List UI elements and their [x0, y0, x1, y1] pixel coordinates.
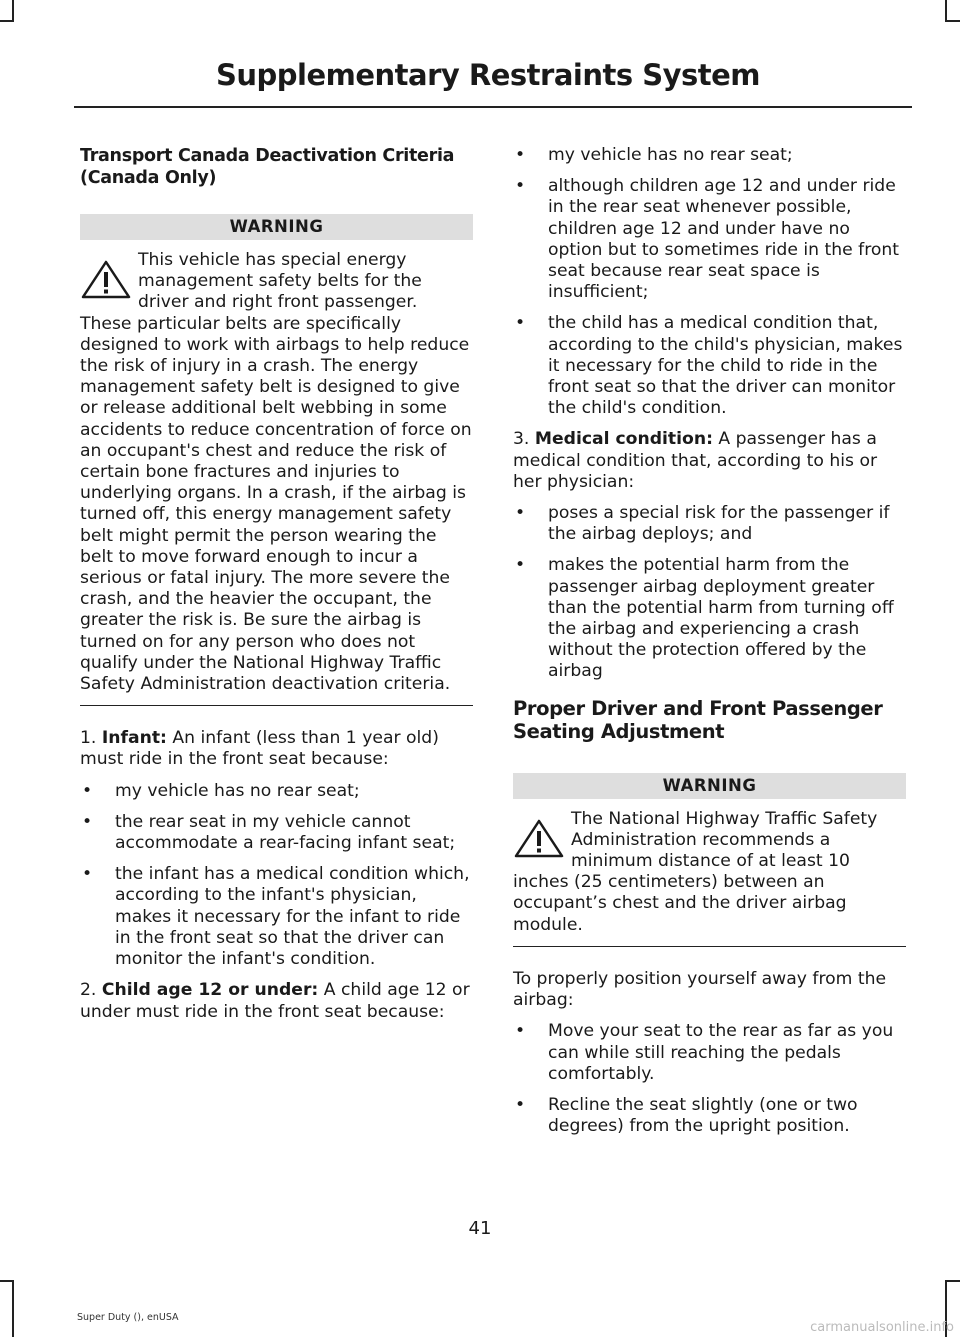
warning-box — [80, 250, 473, 706]
criteria-item-child: 2. Child age 12 or under: A child age 12 or under must ride in the front seat because: — [80, 980, 470, 1022]
child-bullet-list — [513, 145, 906, 419]
positioning-intro: To properly position yourself away from the airbag: — [513, 968, 887, 1011]
crop-mark — [945, 0, 947, 22]
medical-bullet-list — [513, 503, 906, 683]
crop-mark — [0, 1280, 14, 1282]
list-item: • poses a special risk for the passenger if the airbag deploys; and — [513, 503, 906, 545]
page-header-title: Supplementary Restraints System — [215, 58, 760, 92]
list-item: • my vehicle has no rear seat; — [513, 145, 906, 166]
warning-text: This vehicle has special energy management safety belts for the driver and right front passenger. These particular belts are specifically designed to work with airbags to help reduce the risk of injury in a crash. The energy management safety belt is designed to give or release additional belt webbing in some accidents to reduce concentration of force on an occupant's chest and reduce the risk of certain bone fractures and injuries to underlying organs. In a crash, if the airbag is turned off, this energy management safety belt might permit the person wearing the belt to move forward enough to incur a serious or fatal injury. The more severe the crash, and the heavier the occupant, the greater the risk is. Be sure the airbag is turned on for any person who does not qualify under the National Highway Traffic Safety Administration deactivation criteria. — [80, 250, 472, 695]
warning-text: The National Highway Traffic Safety Administration recommends a minimum distance of at least 10 inches (25 centimeters) between an occupant’s chest and the driver airbag module. — [513, 808, 878, 935]
infant-bullet-list — [80, 781, 473, 971]
document-id: Super Duty (), enUSA — [77, 1312, 179, 1323]
warning-banner: WARNING — [80, 214, 473, 240]
crop-mark — [945, 20, 960, 22]
list-item: • Move your seat to the rear as far as you can while still reaching the pedals comfortably. — [513, 1021, 906, 1085]
page-number: 41 — [468, 1218, 492, 1239]
section-heading-canada-criteria: Transport Canada Deactivation Criteria (Canada Only) — [80, 146, 455, 188]
list-item: • although children age 12 and under ride in the rear seat whenever possible, children age 12 and under have no option but to sometimes ride in the front seat because rear seat space is insufficient; — [513, 176, 906, 303]
warning-triangle-icon — [80, 258, 132, 300]
crop-mark — [945, 1280, 960, 1282]
criteria-label: Child age 12 or under: — [101, 980, 319, 1001]
section-heading-seating: Proper Driver and Front Passenger Seating Adjustment — [513, 696, 883, 743]
criteria-item-medical: 3. Medical condition: A passenger has a medical condition that, according to his or her physician: — [513, 429, 878, 492]
left-column — [80, 145, 473, 1033]
list-item: • my vehicle has no rear seat; — [80, 781, 473, 802]
list-item: • the rear seat in my vehicle cannot accommodate a rear-facing infant seat; — [80, 812, 473, 854]
criteria-item-infant: 1. Infant: An infant (less than 1 year old) must ride in the front seat because: — [80, 728, 439, 770]
crop-mark — [12, 0, 14, 22]
criteria-label: Medical condition: — [534, 429, 713, 450]
warning-box — [513, 809, 906, 947]
positioning-bullet-list — [513, 1021, 906, 1137]
list-item: • Recline the seat slightly (one or two degrees) from the upright position. — [513, 1095, 906, 1137]
crop-mark — [0, 20, 14, 22]
list-item: • the child has a medical condition that, according to the child's physician, makes it necessary for the child to ride in the front seat so that the driver can monitor the child's condition. — [513, 313, 906, 419]
list-item: • the infant has a medical condition which, according to the infant's physician, makes it necessary for the infant to ride in the front seat so that the driver can monitor the infant's condition. — [80, 864, 473, 970]
warning-banner: WARNING — [513, 773, 906, 799]
watermark: carmanualsonline.info — [810, 1320, 954, 1335]
header-divider — [74, 106, 912, 108]
list-item: • makes the potential harm from the passenger airbag deployment greater than the potential harm from turning off the airbag and experiencing a crash without the protection offered by the airbag — [513, 555, 906, 682]
warning-triangle-icon — [513, 817, 565, 859]
crop-mark — [12, 1280, 14, 1337]
criteria-label: Infant: — [101, 728, 167, 749]
right-column — [513, 145, 906, 1147]
